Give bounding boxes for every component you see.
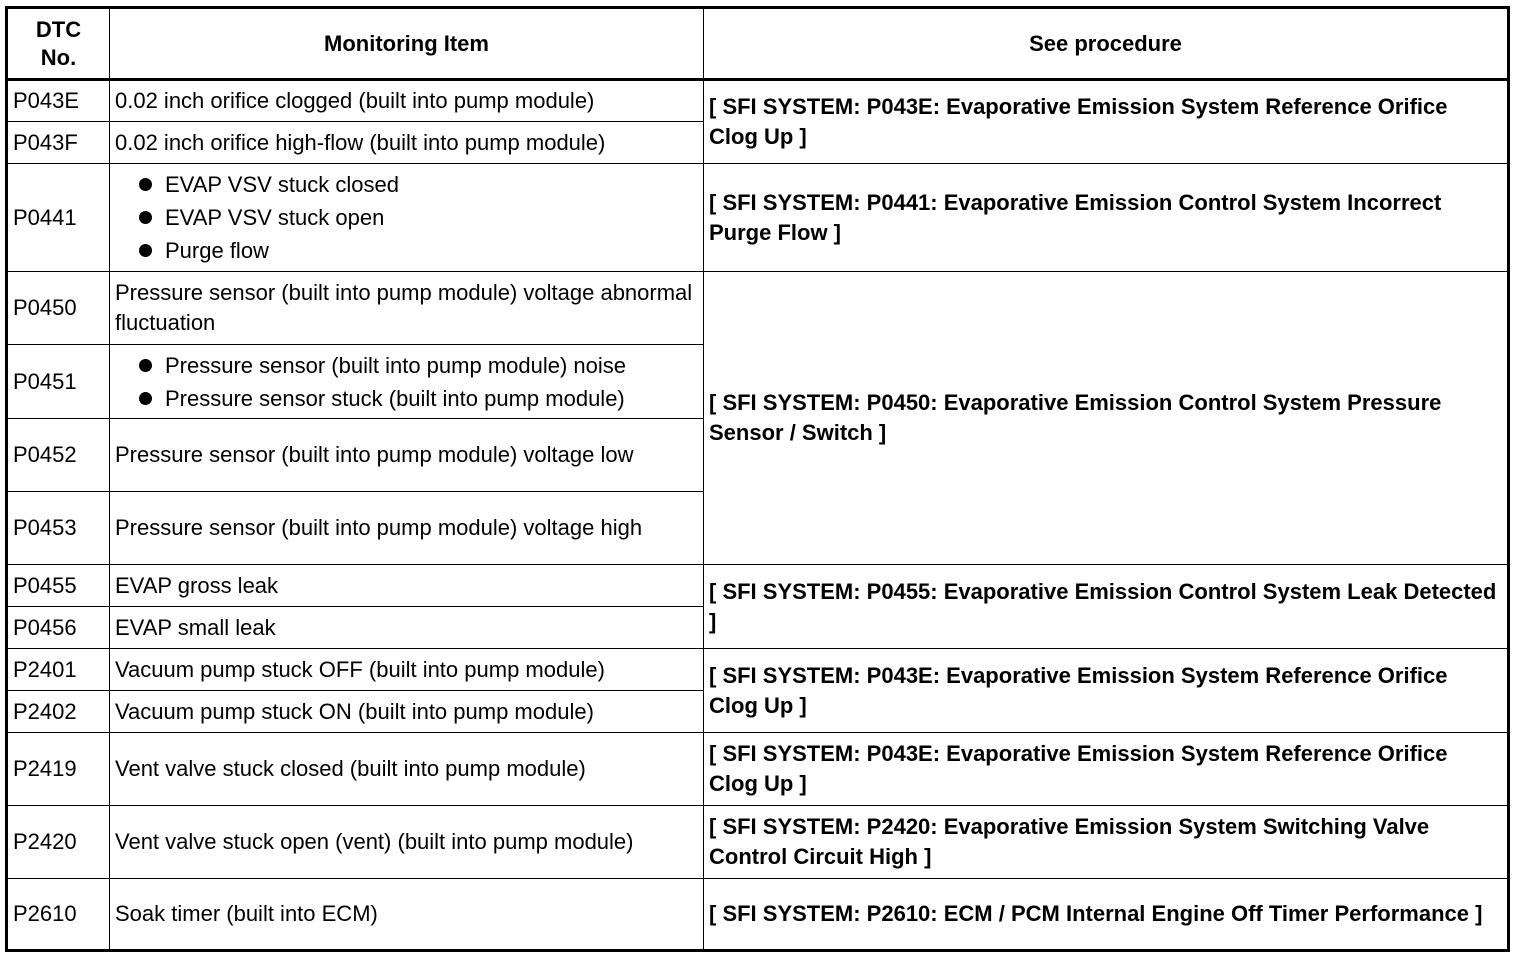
monitoring-item: Pressure sensor (built into pump module) voltage abnormal fluctuation xyxy=(110,272,704,345)
dtc-code: P2610 xyxy=(7,879,110,951)
table-row xyxy=(7,80,1509,122)
monitoring-item: Pressure sensor (built into pump module) voltage high xyxy=(110,492,704,565)
procedure-link[interactable]: [ SFI SYSTEM: P2610: ECM / PCM Internal Engine Off Timer Performance ] xyxy=(704,879,1509,951)
bullet-icon xyxy=(139,244,152,257)
header-dtc-no: DTC No. xyxy=(7,8,110,80)
procedure-link[interactable]: [ SFI SYSTEM: P043E: Evaporative Emission System Reference Orifice Clog Up ] xyxy=(704,80,1509,164)
procedure-link[interactable]: [ SFI SYSTEM: P0455: Evaporative Emission Control System Leak Detected ] xyxy=(704,565,1509,649)
table-row xyxy=(7,565,1509,607)
dtc-code: P0451 xyxy=(7,345,110,419)
monitoring-item: Soak timer (built into ECM) xyxy=(110,879,704,951)
dtc-code: P2420 xyxy=(7,806,110,879)
bullet-icon xyxy=(139,359,152,372)
monitoring-item-list xyxy=(110,345,704,419)
list-item: Purge flow xyxy=(133,234,698,267)
dtc-table xyxy=(5,6,1510,952)
dtc-code: P0455 xyxy=(7,565,110,607)
procedure-link[interactable]: [ SFI SYSTEM: P043E: Evaporative Emission System Reference Orifice Clog Up ] xyxy=(704,649,1509,733)
header-see-procedure: See procedure xyxy=(704,8,1509,80)
monitoring-item: Vent valve stuck open (vent) (built into pump module) xyxy=(110,806,704,879)
procedure-link[interactable]: [ SFI SYSTEM: P043E: Evaporative Emission System Reference Orifice Clog Up ] xyxy=(704,733,1509,806)
monitoring-item: 0.02 inch orifice high-flow (built into pump module) xyxy=(110,122,704,164)
list-item: Pressure sensor (built into pump module) noise xyxy=(133,349,698,382)
table-row xyxy=(7,806,1509,879)
monitoring-item: Vent valve stuck closed (built into pump module) xyxy=(110,733,704,806)
monitoring-item: EVAP small leak xyxy=(110,607,704,649)
dtc-code: P2419 xyxy=(7,733,110,806)
table-row xyxy=(7,649,1509,691)
dtc-code: P0452 xyxy=(7,419,110,492)
monitoring-item: 0.02 inch orifice clogged (built into pump module) xyxy=(110,80,704,122)
table-row xyxy=(7,272,1509,345)
monitoring-item: Pressure sensor (built into pump module) voltage low xyxy=(110,419,704,492)
dtc-code: P043F xyxy=(7,122,110,164)
monitoring-item: Vacuum pump stuck OFF (built into pump module) xyxy=(110,649,704,691)
monitoring-item: Vacuum pump stuck ON (built into pump module) xyxy=(110,691,704,733)
dtc-code: P0453 xyxy=(7,492,110,565)
header-monitoring-item: Monitoring Item xyxy=(110,8,704,80)
list-item: EVAP VSV stuck open xyxy=(133,201,698,234)
dtc-code: P0456 xyxy=(7,607,110,649)
header-row xyxy=(7,8,1509,80)
bullet-icon xyxy=(139,178,152,191)
procedure-link[interactable]: [ SFI SYSTEM: P0450: Evaporative Emission Control System Pressure Sensor / Switch ] xyxy=(704,272,1509,565)
list-item: EVAP VSV stuck closed xyxy=(133,168,698,201)
dtc-code: P043E xyxy=(7,80,110,122)
list-item: Pressure sensor stuck (built into pump module) xyxy=(133,382,698,415)
table-row xyxy=(7,733,1509,806)
dtc-code: P2401 xyxy=(7,649,110,691)
table-row xyxy=(7,879,1509,951)
procedure-link[interactable]: [ SFI SYSTEM: P0441: Evaporative Emission Control System Incorrect Purge Flow ] xyxy=(704,164,1509,272)
dtc-code: P0441 xyxy=(7,164,110,272)
procedure-link[interactable]: [ SFI SYSTEM: P2420: Evaporative Emission System Switching Valve Control Circuit High ] xyxy=(704,806,1509,879)
bullet-icon xyxy=(139,392,152,405)
monitoring-item: EVAP gross leak xyxy=(110,565,704,607)
table-row xyxy=(7,164,1509,272)
dtc-code: P2402 xyxy=(7,691,110,733)
dtc-code: P0450 xyxy=(7,272,110,345)
monitoring-item-list xyxy=(110,164,704,272)
bullet-icon xyxy=(139,211,152,224)
